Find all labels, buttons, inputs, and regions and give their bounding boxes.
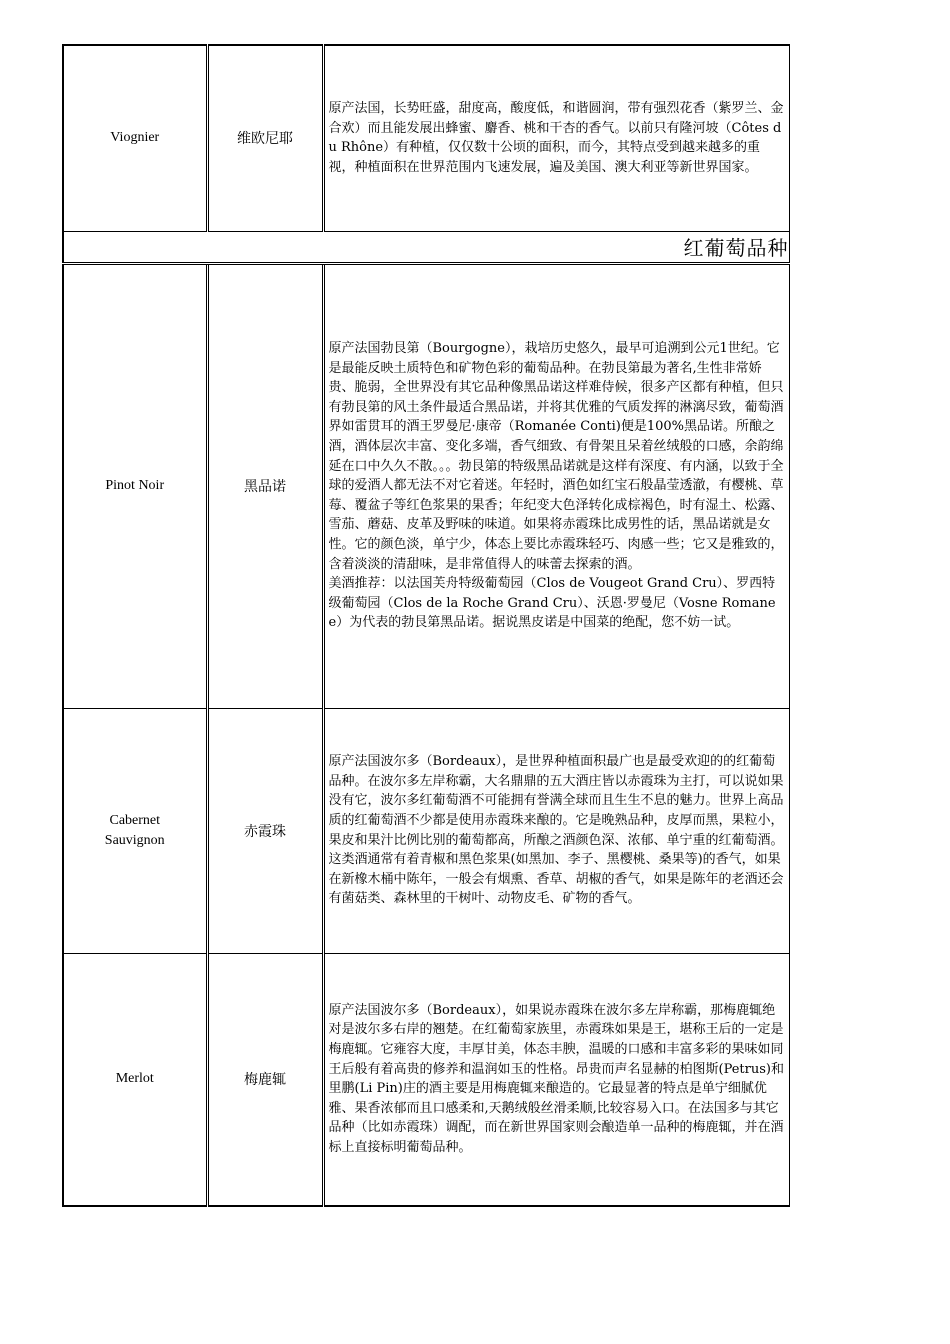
- table-row: [63, 953, 789, 1206]
- table-row: [63, 708, 789, 953]
- grape-description: 原产法国波尔多（Bordeaux），如果说赤霞珠在波尔多左岸称霸，那梅鹿辄绝对是波尔多右岸的翘楚。在红葡萄家族里，赤霞珠如果是王，堪称王后的一定是梅鹿辄。它雍容大度，丰厚甘美，体态丰腴，温暖的口感和丰富多彩的果味如同王后般有着高贵的修养和温润如玉的性格。昂贵而声名显赫的柏图斯(Petrus)和里鹏(Li Pin)庄的酒主要是用梅鹿辄来酿造的。它最显著的特点是单宁细腻优雅、果香浓郁而且口感柔和,天鹅绒般丝滑柔顺,比较容易入口。在法国多与其它品种（比如赤霞珠）调配，而在新世界国家则会酿造单一品种的梅鹿辄，并在酒标上直接标明葡萄品种。: [323, 953, 789, 1206]
- grape-variety-table: [62, 44, 790, 1207]
- table-row: [63, 45, 789, 231]
- grape-english-name: Viognier: [63, 45, 207, 231]
- grape-english-name: Merlot: [63, 953, 207, 1206]
- grape-english-name: Pinot Noir: [63, 263, 207, 708]
- grape-chinese-name: 黑品诺: [207, 263, 323, 708]
- table-row: [63, 263, 789, 708]
- grape-chinese-name: 维欧尼耶: [207, 45, 323, 231]
- grape-description: 原产法国波尔多（Bordeaux），是世界种植面积最广也是最受欢迎的的红葡萄品种。在波尔多左岸称霸，大名鼎鼎的五大酒庄皆以赤霞珠为主打，可以说如果没有它，波尔多红葡萄酒不可能拥有誉满全球而且生生不息的魅力。世界上高品质的红葡萄酒不少都是使用赤霞珠来酿的。它是晚熟品种，皮厚而黑，果粒小，果皮和果汁比例比别的葡萄都高，所酿之酒颜色深、浓郁、单宁重的红葡萄酒。这类酒通常有着青椒和黑色浆果(如黑加、李子、黑樱桃、桑果等)的香气，如果在新橡木桶中陈年，一般会有烟熏、香草、胡椒的香气，如果是陈年的老酒还会有菌菇类、森林里的干树叶、动物皮毛、矿物的香气。: [323, 708, 789, 953]
- grape-variety-sheet: [62, 44, 788, 1207]
- grape-chinese-name: 梅鹿辄: [207, 953, 323, 1206]
- grape-english-name: Cabernet Sauvignon: [63, 708, 207, 953]
- grape-description: 原产法国勃艮第（Bourgogne），栽培历史悠久，最早可追溯到公元1世纪。它是最能反映土质特色和矿物色彩的葡萄品种。在勃艮第最为著名,生性非常娇贵、脆弱，全世界没有其它品种像黑品诺这样难侍候，很多产区都有种植，但只有勃艮第的风土条件最适合黑品诺，并将其优雅的气质发挥的淋漓尽致，葡萄酒界如雷贯耳的酒王罗曼尼·康帝（Romanée Conti)便是100%黑品诺。所酿之酒，酒体层次丰富、变化多端，香气细致、有骨架且呆着丝绒般的口感，余韵绵延在口中久久不散。。。勃艮第的特级黑品诺就是这样有深度、有内涵，以致于全球的爱酒人都无法不对它着迷。年轻时，酒色如红宝石般晶莹透澈，有樱桃、草莓、覆盆子等红色浆果的果香；年纪变大色泽转化成棕褐色，时有湿土、松露、雪茄、蘑菇、皮革及野味的味道。如果将赤霞珠比成男性的话，黑品诺就是女性。它的颜色淡，单宁少，体态上要比赤霞珠轻巧、肉感一些；它又是雅致的，含着淡淡的清甜味，是非常值得人的味蕾去探索的酒。 美酒推荐：以法国芙舟特级葡萄园（Clos de Vougeot Grand Cru）、罗西特级葡萄园（Clos de la Roche Grand Cru）、沃恩·罗曼尼（Vosne Romanee）为代表的勃艮第黑品诺。据说黑皮诺是中国菜的绝配，您不妨一试。: [323, 263, 789, 708]
- section-title: 红葡萄品种: [63, 231, 789, 263]
- section-header-row: [63, 231, 789, 263]
- grape-description: 原产法国，长势旺盛，甜度高，酸度低，和谐圆润，带有强烈花香（紫罗兰、金合欢）而且能发展出蜂蜜、麝香、桃和干杏的香气。以前只有隆河坡（Côtes du Rhône）有种植，仅仅数十公顷的面积，而今，其特点受到越来越多的重视，种植面积在世界范围内飞速发展，遍及美国、澳大利亚等新世界国家。: [323, 45, 789, 231]
- grape-chinese-name: 赤霞珠: [207, 708, 323, 953]
